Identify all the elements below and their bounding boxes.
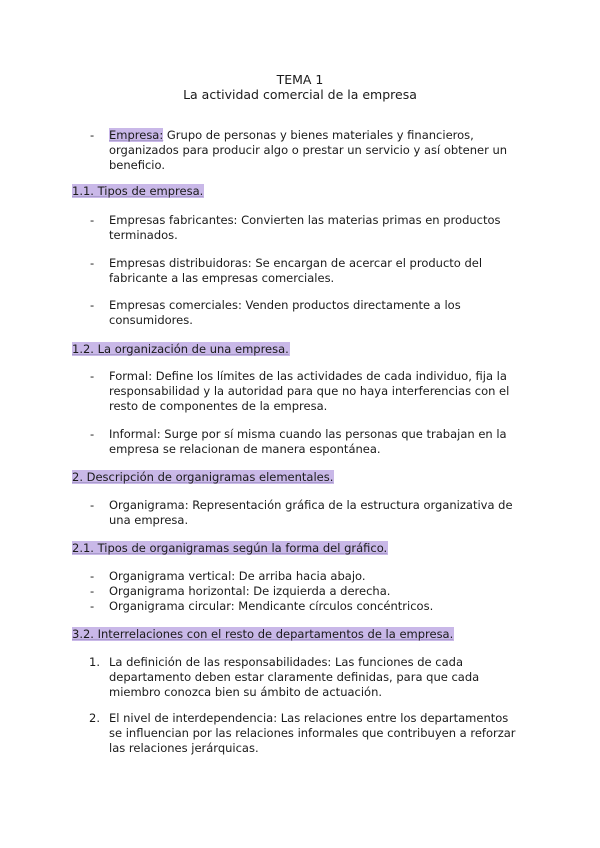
list-organigramas bbox=[0, 498, 600, 528]
list-item: - Empresas comerciales: Venden productos directamente a los consumidores. bbox=[90, 298, 461, 327]
item-number: 1. bbox=[89, 655, 100, 669]
doc-title: TEMA 1 bbox=[276, 72, 324, 87]
section-heading-organigramas: 2. Descripción de organigramas elementales. bbox=[72, 470, 334, 484]
definition-text: Grupo de personas y bienes materiales y financieros, organizados para producir algo o prestar un servicio y así obtener un beneficio. bbox=[109, 128, 508, 172]
term-empresa: Empresa: bbox=[109, 128, 164, 142]
list-interrelaciones bbox=[0, 655, 600, 699]
list-tipos-empresa-2 bbox=[0, 256, 600, 286]
list-tipos-empresa-3 bbox=[0, 298, 600, 328]
list-organizacion-2 bbox=[0, 427, 600, 457]
bullet-dash: - bbox=[90, 128, 95, 142]
bullet-dash: - bbox=[90, 598, 95, 613]
list-tipos-empresa bbox=[0, 213, 600, 243]
bullet-dash: - bbox=[90, 213, 95, 227]
doc-subtitle: La actividad comercial de la empresa bbox=[183, 87, 417, 102]
list-item: - Organigrama circular: Mendicante círculos concéntricos. bbox=[90, 598, 434, 613]
bullet-dash: - bbox=[90, 583, 95, 598]
bullet-dash: - bbox=[90, 256, 95, 270]
list-item: - Organigrama: Representación gráfica de la estructura organizativa de una empresa. bbox=[90, 498, 513, 527]
list-item: - Organigrama vertical: De arriba hacia abajo. bbox=[90, 569, 366, 583]
section-heading-interrelaciones: 3.2. Interrelaciones con el resto de departamentos de la empresa. bbox=[72, 627, 454, 641]
item-number: 2. bbox=[89, 711, 100, 725]
bullet-dash: - bbox=[90, 298, 95, 312]
list-item: - Organigrama horizontal: De izquierda a derecha. bbox=[90, 583, 391, 598]
numbered-item: 2. El nivel de interdependencia: Las relaciones entre los departamentos se influencian por las relaciones informales que contribuyen a reforzar las relaciones jerárquicas. bbox=[89, 711, 516, 755]
list-item bbox=[0, 128, 522, 172]
bullet-dash: - bbox=[90, 569, 95, 583]
bullet-dash: - bbox=[90, 498, 95, 512]
intro-definition bbox=[0, 128, 600, 172]
section-heading-tipos-empresa: 1.1. Tipos de empresa. bbox=[72, 184, 204, 198]
bullet-dash: - bbox=[90, 427, 95, 441]
numbered-item: 1. La definición de las responsabilidades: Las funciones de cada departamento deben estar claramente definidas, para que cada miembro conozca bien su ámbito de actuación. bbox=[89, 655, 480, 699]
list-organizacion bbox=[0, 369, 600, 413]
list-item: - Empresas distribuidoras: Se encargan de acercar el producto del fabricante a las empresas comerciales. bbox=[90, 256, 483, 285]
list-item: - Empresas fabricantes: Convierten las materias primas en productos terminados. bbox=[90, 213, 501, 242]
bullet-dash: - bbox=[90, 369, 95, 383]
list-item: - Informal: Surge por sí misma cuando las personas que trabajan en la empresa se relacionan de manera espontánea. bbox=[90, 427, 507, 456]
section-heading-tipos-organigramas: 2.1. Tipos de organigramas según la forma del gráfico. bbox=[72, 541, 388, 555]
list-tipos-organigramas bbox=[0, 569, 600, 613]
list-interrelaciones-2 bbox=[0, 711, 600, 755]
list-item: - Formal: Define los límites de las actividades de cada individuo, fija la responsabilidad y la autoridad para que no haya interferencias con el resto de componentes de la empresa. bbox=[90, 369, 510, 413]
section-heading-organizacion: 1.2. La organización de una empresa. bbox=[72, 342, 289, 356]
